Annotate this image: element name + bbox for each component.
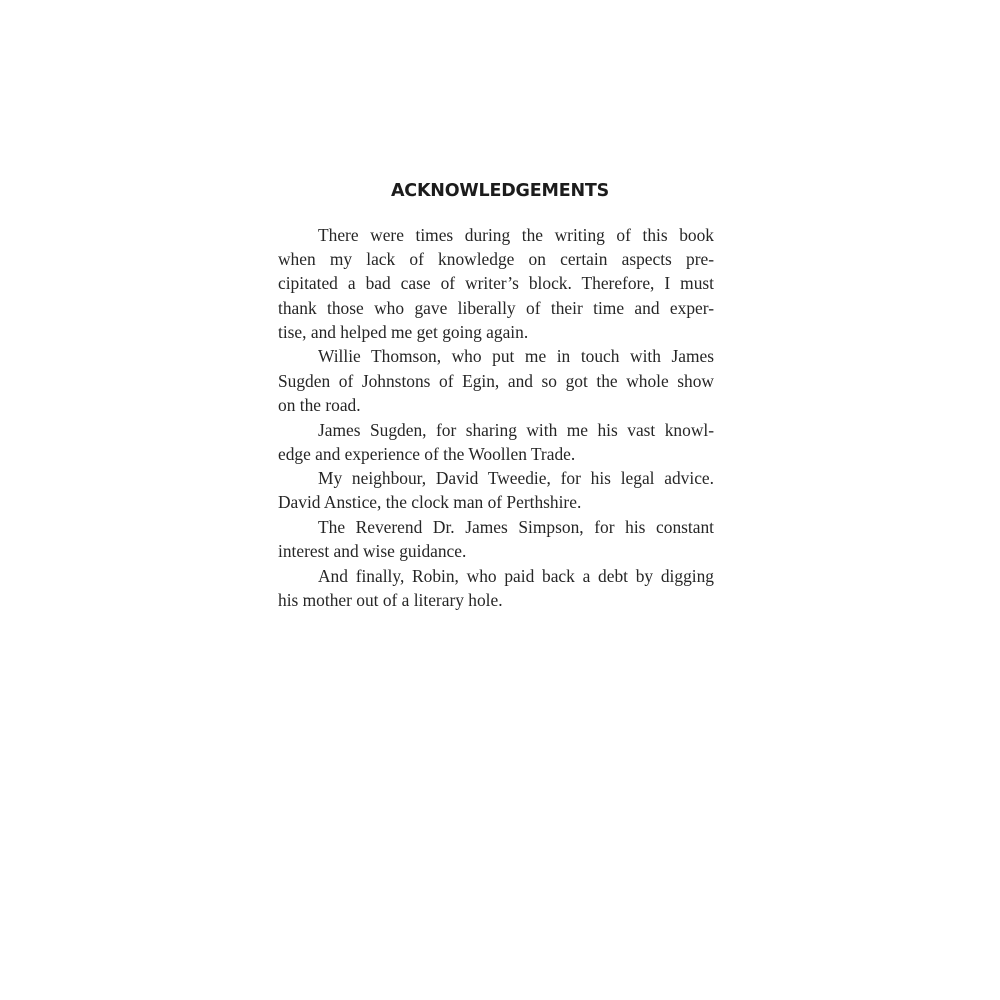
text-line: thank those who gave liberally of their time and exper- (278, 298, 714, 318)
text-line: interest and wise guidance. (278, 541, 467, 561)
text-line: when my lack of knowledge on certain aspects pre- (278, 249, 714, 269)
text-line: tise, and helped me get going again. (278, 322, 529, 342)
text-line: My neighbour, David Tweedie, for his legal advice. (318, 468, 714, 488)
text-line: cipitated a bad case of writer’s block. Therefore, I must (278, 273, 714, 293)
text-line: There were times during the writing of this book (318, 225, 714, 245)
text-line: David Anstice, the clock man of Perthshire. (278, 492, 582, 512)
text-line: The Reverend Dr. James Simpson, for his constant (318, 517, 714, 537)
text-line: Sugden of Johnstons of Egin, and so got the whole show (278, 371, 714, 391)
text-line: And finally, Robin, who paid back a debt by digging (318, 566, 714, 586)
text-line: his mother out of a literary hole. (278, 590, 503, 610)
text-line: Willie Thomson, who put me in touch with James (318, 346, 714, 366)
text-line: on the road. (278, 395, 361, 415)
text-line: edge and experience of the Woollen Trade. (278, 444, 576, 464)
text-line: James Sugden, for sharing with me his vast knowl- (318, 420, 714, 440)
page-title: ACKNOWLEDGEMENTS (390, 181, 610, 201)
